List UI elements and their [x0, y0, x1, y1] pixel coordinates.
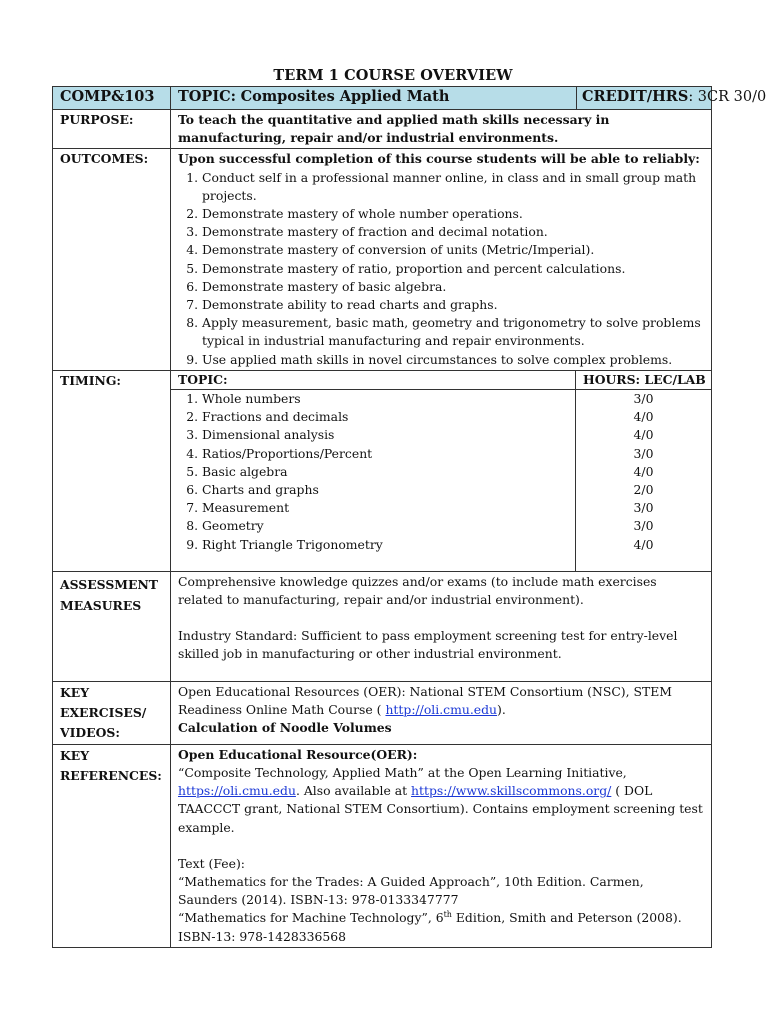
credit-label: CREDIT/HRS [582, 88, 689, 105]
key-exercises-label [53, 681, 171, 744]
timing-hours-value: 2/0 [633, 482, 654, 498]
outcome-item: 6. Demonstrate mastery of basic algebra. [202, 278, 705, 296]
timing-hours-header: HOURS: LEC/LAB [575, 371, 711, 390]
outcomes-list [178, 169, 705, 369]
course-code-cell [53, 87, 171, 110]
oli-link[interactable]: http://oli.cmu.edu [385, 701, 498, 717]
oli-link[interactable]: https://oli.cmu.edu [178, 783, 296, 799]
timing-topic-item: 6. Charts and graphs [202, 481, 569, 499]
outcome-item: 7. Demonstrate ability to read charts and graphs. [202, 296, 705, 314]
key-references-row [53, 744, 712, 947]
skillscommons-link[interactable]: https://www.skillscommons.org/ [411, 783, 612, 799]
timing-topic-item: 5. Basic algebra [202, 463, 569, 481]
oer-text: “Composite Technology, Applied Math” at the Open Learning Initiative, [178, 764, 627, 780]
timing-hours-value: 4/0 [633, 463, 654, 479]
outcome-item: 2. Demonstrate mastery of whole number operations. [202, 205, 705, 223]
timing-hours-value: 3/0 [633, 500, 654, 516]
assessment-para-1: Comprehensive knowledge quizzes and/or exams (to include math exercises related to manufacturing, repair and/or industrial environment). [178, 573, 657, 608]
timing-table [171, 371, 711, 571]
reference-2-text: Edition, Smith and Peterson (2008). ISBN-13: 978-1428336568 [178, 910, 682, 944]
assessment-label-line: ASSESSMENT [60, 576, 159, 592]
outcome-item: 4. Demonstrate mastery of conversion of units (Metric/Imperial). [202, 241, 705, 259]
oer-heading: Open Educational Resource(OER): [178, 746, 418, 762]
header-row [53, 87, 712, 110]
timing-hours-value: 3/0 [633, 391, 654, 407]
timing-topic-item: 2. Fractions and decimals [202, 408, 569, 426]
outcome-item: 1. Conduct self in a professional manner online, in class and in small group math projects. [202, 169, 705, 205]
outcome-item: 8. Apply measurement, basic math, geometry and trigonometry to solve problems typical in industrial manufacturing and repair environments. [202, 314, 705, 350]
spacer [178, 609, 705, 627]
key-exercises-row [53, 681, 712, 744]
spacer [178, 837, 705, 855]
timing-header-row [171, 371, 711, 390]
timing-topics-cell [171, 390, 575, 571]
topic-value: Composites Applied Math [240, 88, 450, 105]
timing-hours-value: 4/0 [633, 536, 654, 552]
timing-body-row [171, 390, 711, 571]
credit-value: : 3CR 30/0 [688, 89, 767, 105]
outcomes-row [53, 149, 712, 370]
key-references-content [171, 744, 712, 947]
timing-hours-value: 3/0 [633, 445, 654, 461]
timing-topic-item: 4. Ratios/Proportions/Percent [202, 445, 569, 463]
purpose-text: To teach the quantitative and applied math skills necessary in manufacturing, repair and/or industrial environments. [171, 110, 712, 149]
document-title: TERM 1 COURSE OVERVIEW [273, 67, 513, 84]
timing-topic-item: 8. Geometry [202, 517, 569, 535]
key-exercises-label-line: KEY [60, 684, 90, 700]
timing-topic-item: 7. Measurement [202, 499, 569, 517]
timing-topics-list [178, 390, 569, 554]
timing-content [171, 370, 712, 571]
outcome-item: 9. Use applied math skills in novel circumstances to solve complex problems. [202, 351, 705, 369]
timing-label: TIMING: [53, 370, 171, 571]
key-exercises-bold-line: Calculation of Noodle Volumes [178, 720, 392, 736]
oer-paragraph [178, 764, 705, 837]
credit-cell [577, 87, 767, 110]
key-exercises-text-before: Open Educational Resources (OER): National STEM Consortium (NSC), STEM Readiness Online Math Course ( [178, 683, 672, 717]
outcomes-content [171, 149, 712, 370]
outcomes-label: OUTCOMES: [53, 149, 171, 370]
timing-topic-item: 1. Whole numbers [202, 390, 569, 408]
reference-2-text: “Mathematics for Machine Technology”, 6 [178, 910, 444, 926]
timing-hours-value: 4/0 [633, 409, 654, 425]
reference-2 [178, 909, 705, 945]
key-exercises-label-line: VIDEOS: [60, 724, 120, 740]
oer-text: . Also available at [295, 783, 412, 799]
assessment-label [53, 571, 171, 681]
assessment-label-line: MEASURES [60, 597, 142, 613]
key-references-label [53, 744, 171, 947]
assessment-para-2: Industry Standard: Sufficient to pass employment screening test for entry-level skilled job in manufacturing or other industrial environment. [178, 628, 678, 662]
timing-hours-value: 3/0 [633, 518, 654, 534]
timing-hours-cell [575, 390, 711, 571]
key-references-label-line: REFERENCES: [60, 767, 162, 783]
purpose-label: PURPOSE: [53, 110, 171, 149]
outcomes-intro: Upon successful completion of this course students will be able to reliably: [178, 151, 700, 167]
oer-text: ( DOL TAACCCT grant, National STEM Consortium). Contains employment screening test example. [178, 783, 703, 835]
timing-topic-header: TOPIC: [171, 371, 575, 390]
reference-2-superscript: th [443, 910, 452, 920]
timing-hours-value: 4/0 [633, 427, 654, 443]
course-overview-table [52, 86, 767, 948]
key-exercises-content [171, 681, 712, 744]
reference-1: “Mathematics for the Trades: A Guided Approach”, 10th Edition. Carmen, Saunders (2014). ISBN-13: 978-0133347777 [178, 873, 644, 908]
topic-cell [171, 87, 577, 110]
timing-topic-item: 9. Right Triangle Trigonometry [202, 536, 569, 554]
text-fee-label: Text (Fee): [178, 855, 245, 871]
outcome-item: 5. Demonstrate mastery of ratio, proportion and percent calculations. [202, 260, 705, 278]
key-exercises-label-line: EXERCISES/ [60, 704, 147, 720]
purpose-row [53, 110, 712, 149]
assessment-row [53, 571, 712, 681]
timing-topic-item: 3. Dimensional analysis [202, 426, 569, 444]
timing-row [53, 370, 712, 571]
assessment-content [171, 571, 712, 681]
key-exercises-text [178, 683, 705, 719]
key-exercises-text-after: ). [497, 701, 506, 717]
course-code: COMP&103 [60, 88, 155, 105]
topic-label: TOPIC: [178, 88, 236, 105]
outcome-item: 3. Demonstrate mastery of fraction and decimal notation. [202, 223, 705, 241]
key-references-label-line: KEY [60, 747, 90, 763]
